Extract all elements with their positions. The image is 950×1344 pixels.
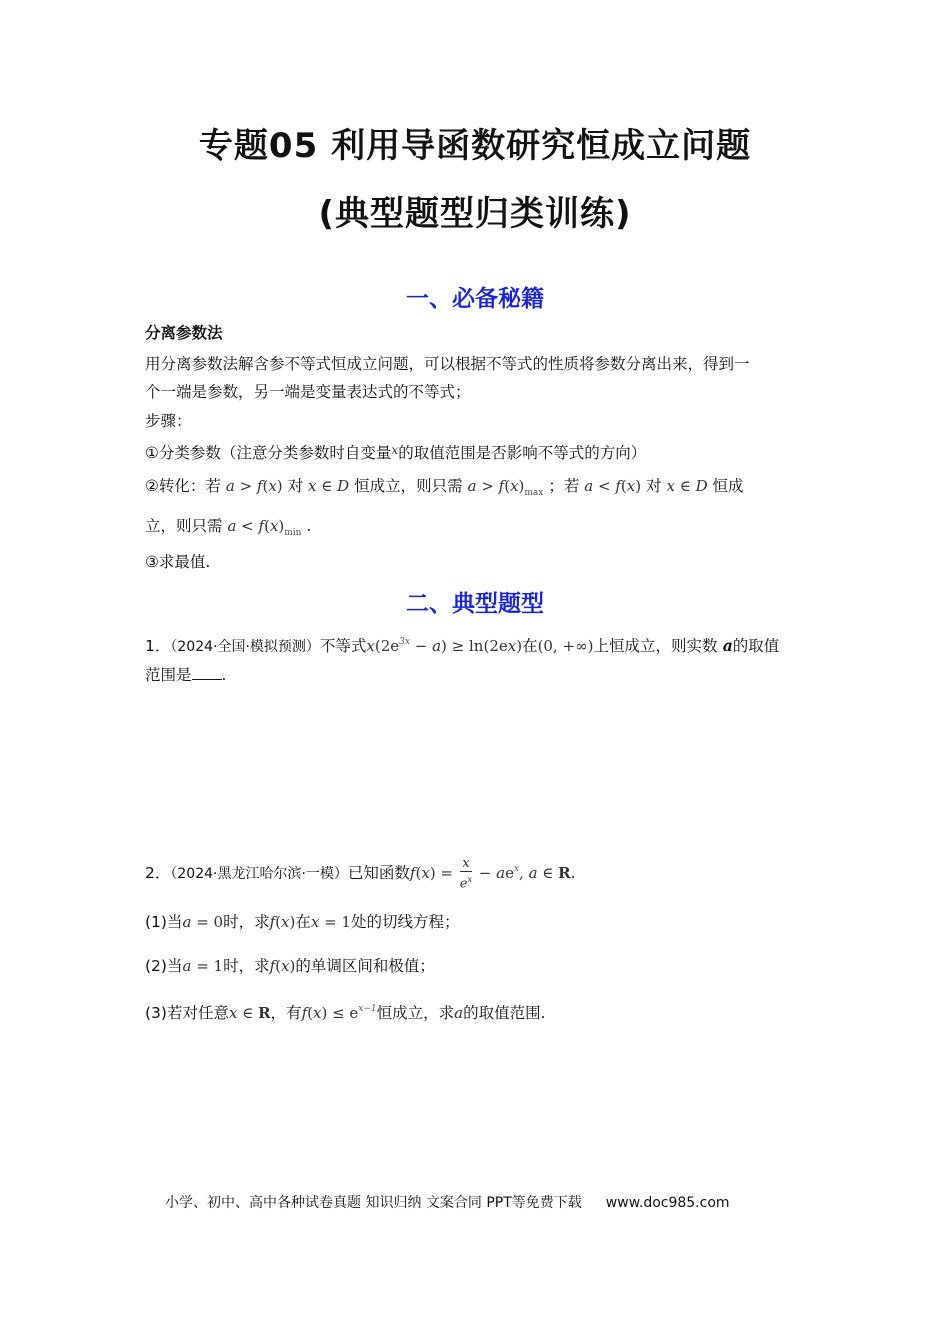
- section-heading-2: 二、典型题型: [406, 591, 544, 617]
- question-1-line2: 范围是 .: [145, 666, 227, 684]
- step-2-line2: 立，则只需 $a < f(x)_{min}$ .: [145, 517, 312, 538]
- method-paragraph-line2: 个一端是参数，另一端是变量表达式的不等式；: [145, 383, 471, 401]
- page-title: 专题05 利用导函数研究恒成立问题: [198, 126, 752, 166]
- section-heading-1: 一、必备秘籍: [406, 286, 544, 312]
- step-2-line1: ②转化：若 a > f(x) 对 x ∈ D 恒成立，则只需 $a > f(x)_{max}$ ；若 a < f(x) 对 x ∈ D 恒成: [145, 477, 744, 498]
- question-2-part-3: (3)若对任意x ∈ R，有$f(x) \le e^{x-1}$恒成立，求a的取值范围.: [145, 1004, 546, 1022]
- question-2-stem: 2．（2024·黑龙江哈尔滨·一模）已知函数f(x) = $\frac{x}{e^x}$ − $ae^x$, a ∈ R.: [145, 856, 576, 892]
- answer-blank: [192, 665, 222, 680]
- step-3: ③求最值.: [145, 553, 211, 571]
- footer: [165, 1192, 730, 1212]
- question-1-line1: 1．（2024·全国·模拟预测）不等式$x(2e^{3x} - a) \ge \ln(2ex)$在(0, +∞)上恒成立，则实数 a的取值: [145, 636, 780, 655]
- step-1: ①分类参数（注意分类参数时自变量$^x$的取值范围是否影响不等式的方向）: [145, 443, 647, 462]
- method-paragraph-line1: 用分离参数法解含参不等式恒成立问题，可以根据不等式的性质将参数分离出来，得到一: [145, 355, 750, 373]
- steps-label: 步骤：: [145, 412, 192, 430]
- question-2-part-2: (2)当a = 1时，求f(x)的单调区间和极值；: [145, 957, 435, 975]
- footer-link[interactable]: www.doc985.com: [605, 1195, 730, 1211]
- question-2-part-1: (1)当a = 0时，求f(x)在x = 1处的切线方程；: [145, 913, 460, 931]
- footer-text: 小学、初中、高中各种试卷真题 知识归纳 文案合同 PPT等免费下载: [165, 1195, 582, 1211]
- page-subtitle: (典型题型归类训练): [318, 194, 632, 234]
- method-heading: 分离参数法: [145, 324, 223, 342]
